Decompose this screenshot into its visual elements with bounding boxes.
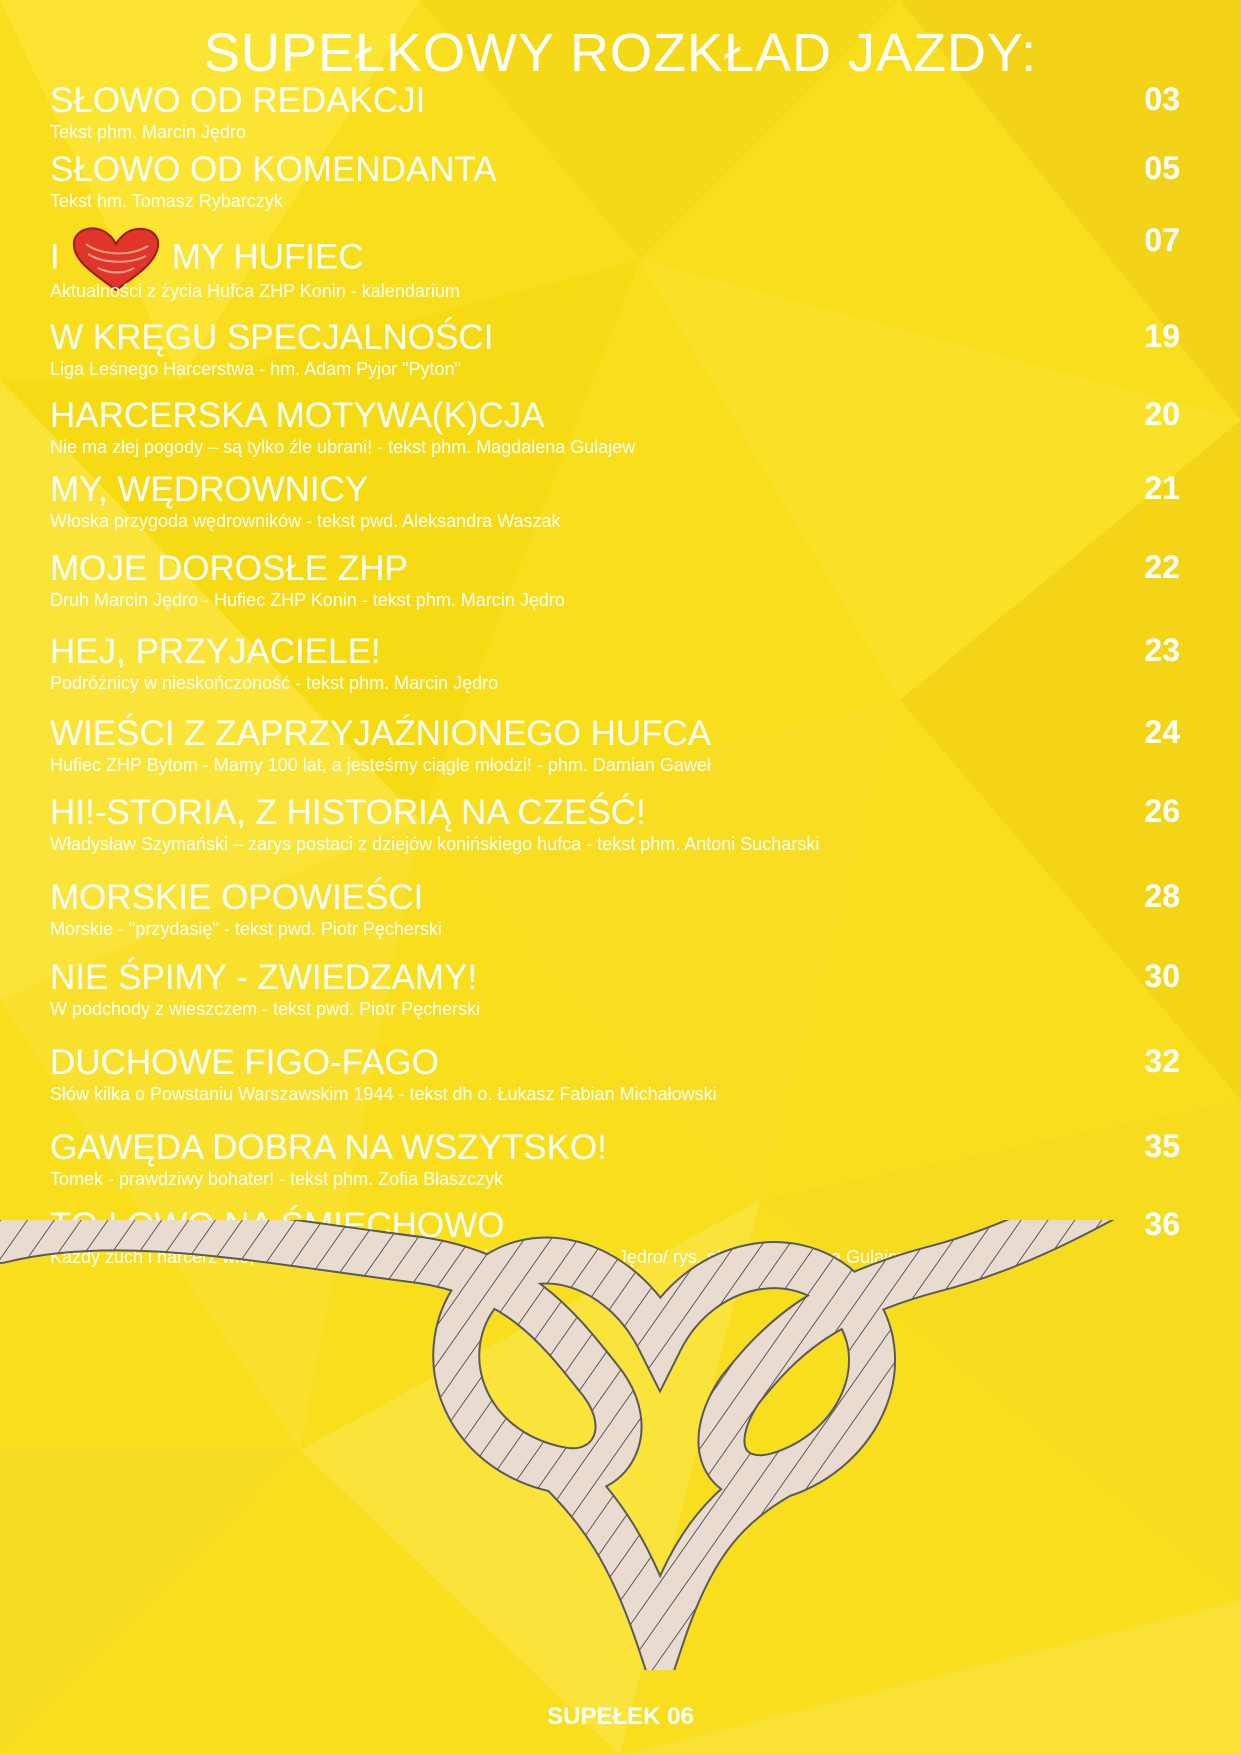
toc-entry-title: GAWĘDA DOBRA NA WSZYTSKO!: [50, 1128, 607, 1167]
toc-entry-description: Podróżnicy w nieskończoność - tekst phm. Marcin Jędro: [50, 673, 499, 693]
toc-entry[interactable]: [50, 83, 1180, 159]
toc-entry-title: HEJ, PRZYJACIELE!: [50, 632, 381, 671]
rope-heart-knot-illustration: [0, 1220, 1241, 1670]
toc-entry-title: SŁOWO OD REDAKCJI: [50, 81, 426, 120]
toc-entry[interactable]: [50, 960, 1180, 1036]
toc-entry-description: Władysław Szymański – zarys postaci z dziejów konińskiego hufca - tekst phm. Antoni Sucharski: [50, 834, 820, 854]
toc-entry-title: MORSKIE OPOWIEŚCI: [50, 878, 424, 917]
toc-entry-heading: [50, 398, 545, 433]
toc-entry-description: W podchody z wieszczem - tekst pwd. Piotr Pęcherski: [50, 999, 481, 1019]
toc-entry-page-number: 03: [1144, 81, 1180, 117]
toc-entry-page-number: 07: [1144, 222, 1180, 258]
toc-entry-title: MOJE DOROSŁE ZHP: [50, 549, 408, 588]
toc-entry-page-number: 21: [1144, 470, 1180, 506]
toc-entry-title: NIE ŚPIMY - ZWIEDZAMY!: [50, 958, 478, 997]
toc-entry-heading: [50, 795, 646, 830]
toc-entry[interactable]: [50, 1045, 1180, 1121]
toc-entry-heading-prefix: I: [50, 237, 60, 277]
toc-entry-description: Tekst phm. Marcin Jędro: [50, 122, 247, 142]
toc-entry-page-number: 26: [1144, 793, 1180, 829]
footer-issue-label: SUPEŁEK 06: [547, 1703, 694, 1730]
toc-entry-page-number: 22: [1144, 549, 1180, 585]
toc-entry[interactable]: [50, 320, 1180, 396]
toc-entry-heading: [50, 634, 381, 669]
toc-entry-title: MY HUFIEC: [171, 237, 364, 277]
toc-entry-page-number: 30: [1144, 958, 1180, 994]
toc-entry[interactable]: [50, 880, 1180, 956]
toc-entry-description: Aktualności z życia Hufca ZHP Konin - kalendarium: [50, 281, 460, 301]
toc-entry-heading: [50, 83, 425, 118]
toc-entry[interactable]: [50, 795, 1180, 871]
toc-entry-heading: [50, 960, 477, 995]
toc-entry-description: Włoska przygoda wędrowników - tekst pwd. Aleksandra Waszak: [50, 511, 561, 531]
toc-entry[interactable]: [50, 224, 1180, 300]
toc-entry-description: Hufiec ZHP Bytom - Mamy 100 lat, a jesteśmy ciągle młodzi! - phm. Damian Gaweł: [50, 755, 711, 775]
toc-entry-page-number: 20: [1144, 396, 1180, 432]
toc-entry-description: Liga Leśnego Harcerstwa - hm. Adam Pyjor "Pyton": [50, 359, 461, 379]
toc-entry-page-number: 05: [1144, 150, 1180, 186]
toc-entry-heading: [50, 1045, 439, 1080]
toc-entry-page-number: 24: [1144, 714, 1180, 750]
toc-entry-title: MY, WĘDROWNICY: [50, 470, 369, 509]
toc-entry-title: HI!-STORIA, Z HISTORIĄ NA CZEŚĆ!: [50, 793, 646, 832]
toc-entry[interactable]: [50, 716, 1180, 792]
toc-entry-title: WIEŚCI Z ZAPRZYJAŹNIONEGO HUFCA: [50, 714, 712, 753]
toc-entry-title: SŁOWO OD KOMENDANTA: [50, 150, 497, 189]
page-title: SUPEŁKOWY ROZKŁAD JAZDY:: [203, 23, 1038, 83]
toc-entry[interactable]: [50, 634, 1180, 710]
toc-entry-page-number: 35: [1144, 1128, 1180, 1164]
toc-entry-description: Nie ma złej pogody – są tylko źle ubrani! - tekst phm. Magdalena Gulajew: [50, 437, 636, 457]
toc-entry-page-number: 28: [1144, 878, 1180, 914]
toc-entry-description: Druh Marcin Jędro - Hufiec ZHP Konin - tekst phm. Marcin Jędro: [50, 590, 565, 610]
toc-entry-heading: [50, 320, 493, 355]
toc-entry-heading: [50, 472, 368, 507]
toc-entry[interactable]: [50, 398, 1180, 474]
toc-entry-heading: [50, 152, 497, 187]
toc-entry-page-number: 32: [1144, 1043, 1180, 1079]
toc-entry-title: W KRĘGU SPECJALNOŚCI: [50, 318, 494, 357]
toc-entry-description: Morskie - "przydasię" - tekst pwd. Piotr Pęcherski: [50, 919, 442, 939]
toc-entry-heading: [50, 1130, 607, 1165]
toc-entry-description: Słów kilka o Powstaniu Warszawskim 1944 - tekst dh o. Łukasz Fabian Michałowski: [50, 1084, 717, 1104]
toc-entry-page-number: 36: [1144, 1206, 1180, 1242]
toc-entry[interactable]: [50, 1130, 1180, 1206]
toc-entry-description: Tekst hm. Tomasz Rybarczyk: [50, 191, 283, 211]
toc-entry-page-number: 23: [1144, 632, 1180, 668]
toc-entry-title: HARCERSKA MOTYWA(K)CJA: [50, 396, 545, 435]
toc-entry[interactable]: [50, 472, 1180, 548]
toc-entry-description: Każdy zuch i harcerz wie, że śmiech to zdrowie! - wybór dh Tymoteusz Jędro/ rys. phm. Magdalena Gulajew: [50, 1247, 912, 1267]
toc-entry[interactable]: [50, 152, 1180, 228]
toc-entry-title: TO I OWO NA ŚMIECHOWO: [50, 1206, 505, 1245]
toc-entry-title: DUCHOWE FIGO-FAGO: [50, 1043, 439, 1082]
toc-entry-heading: [50, 716, 711, 751]
toc-entry[interactable]: [50, 551, 1180, 627]
toc-entry-description: Tomek - prawdziwy bohater! - tekst phm. Zofia Błaszczyk: [50, 1169, 504, 1189]
toc-entry-page-number: 19: [1144, 318, 1180, 354]
toc-entry-heading: [50, 551, 408, 586]
toc-entry-heading: [50, 880, 423, 915]
